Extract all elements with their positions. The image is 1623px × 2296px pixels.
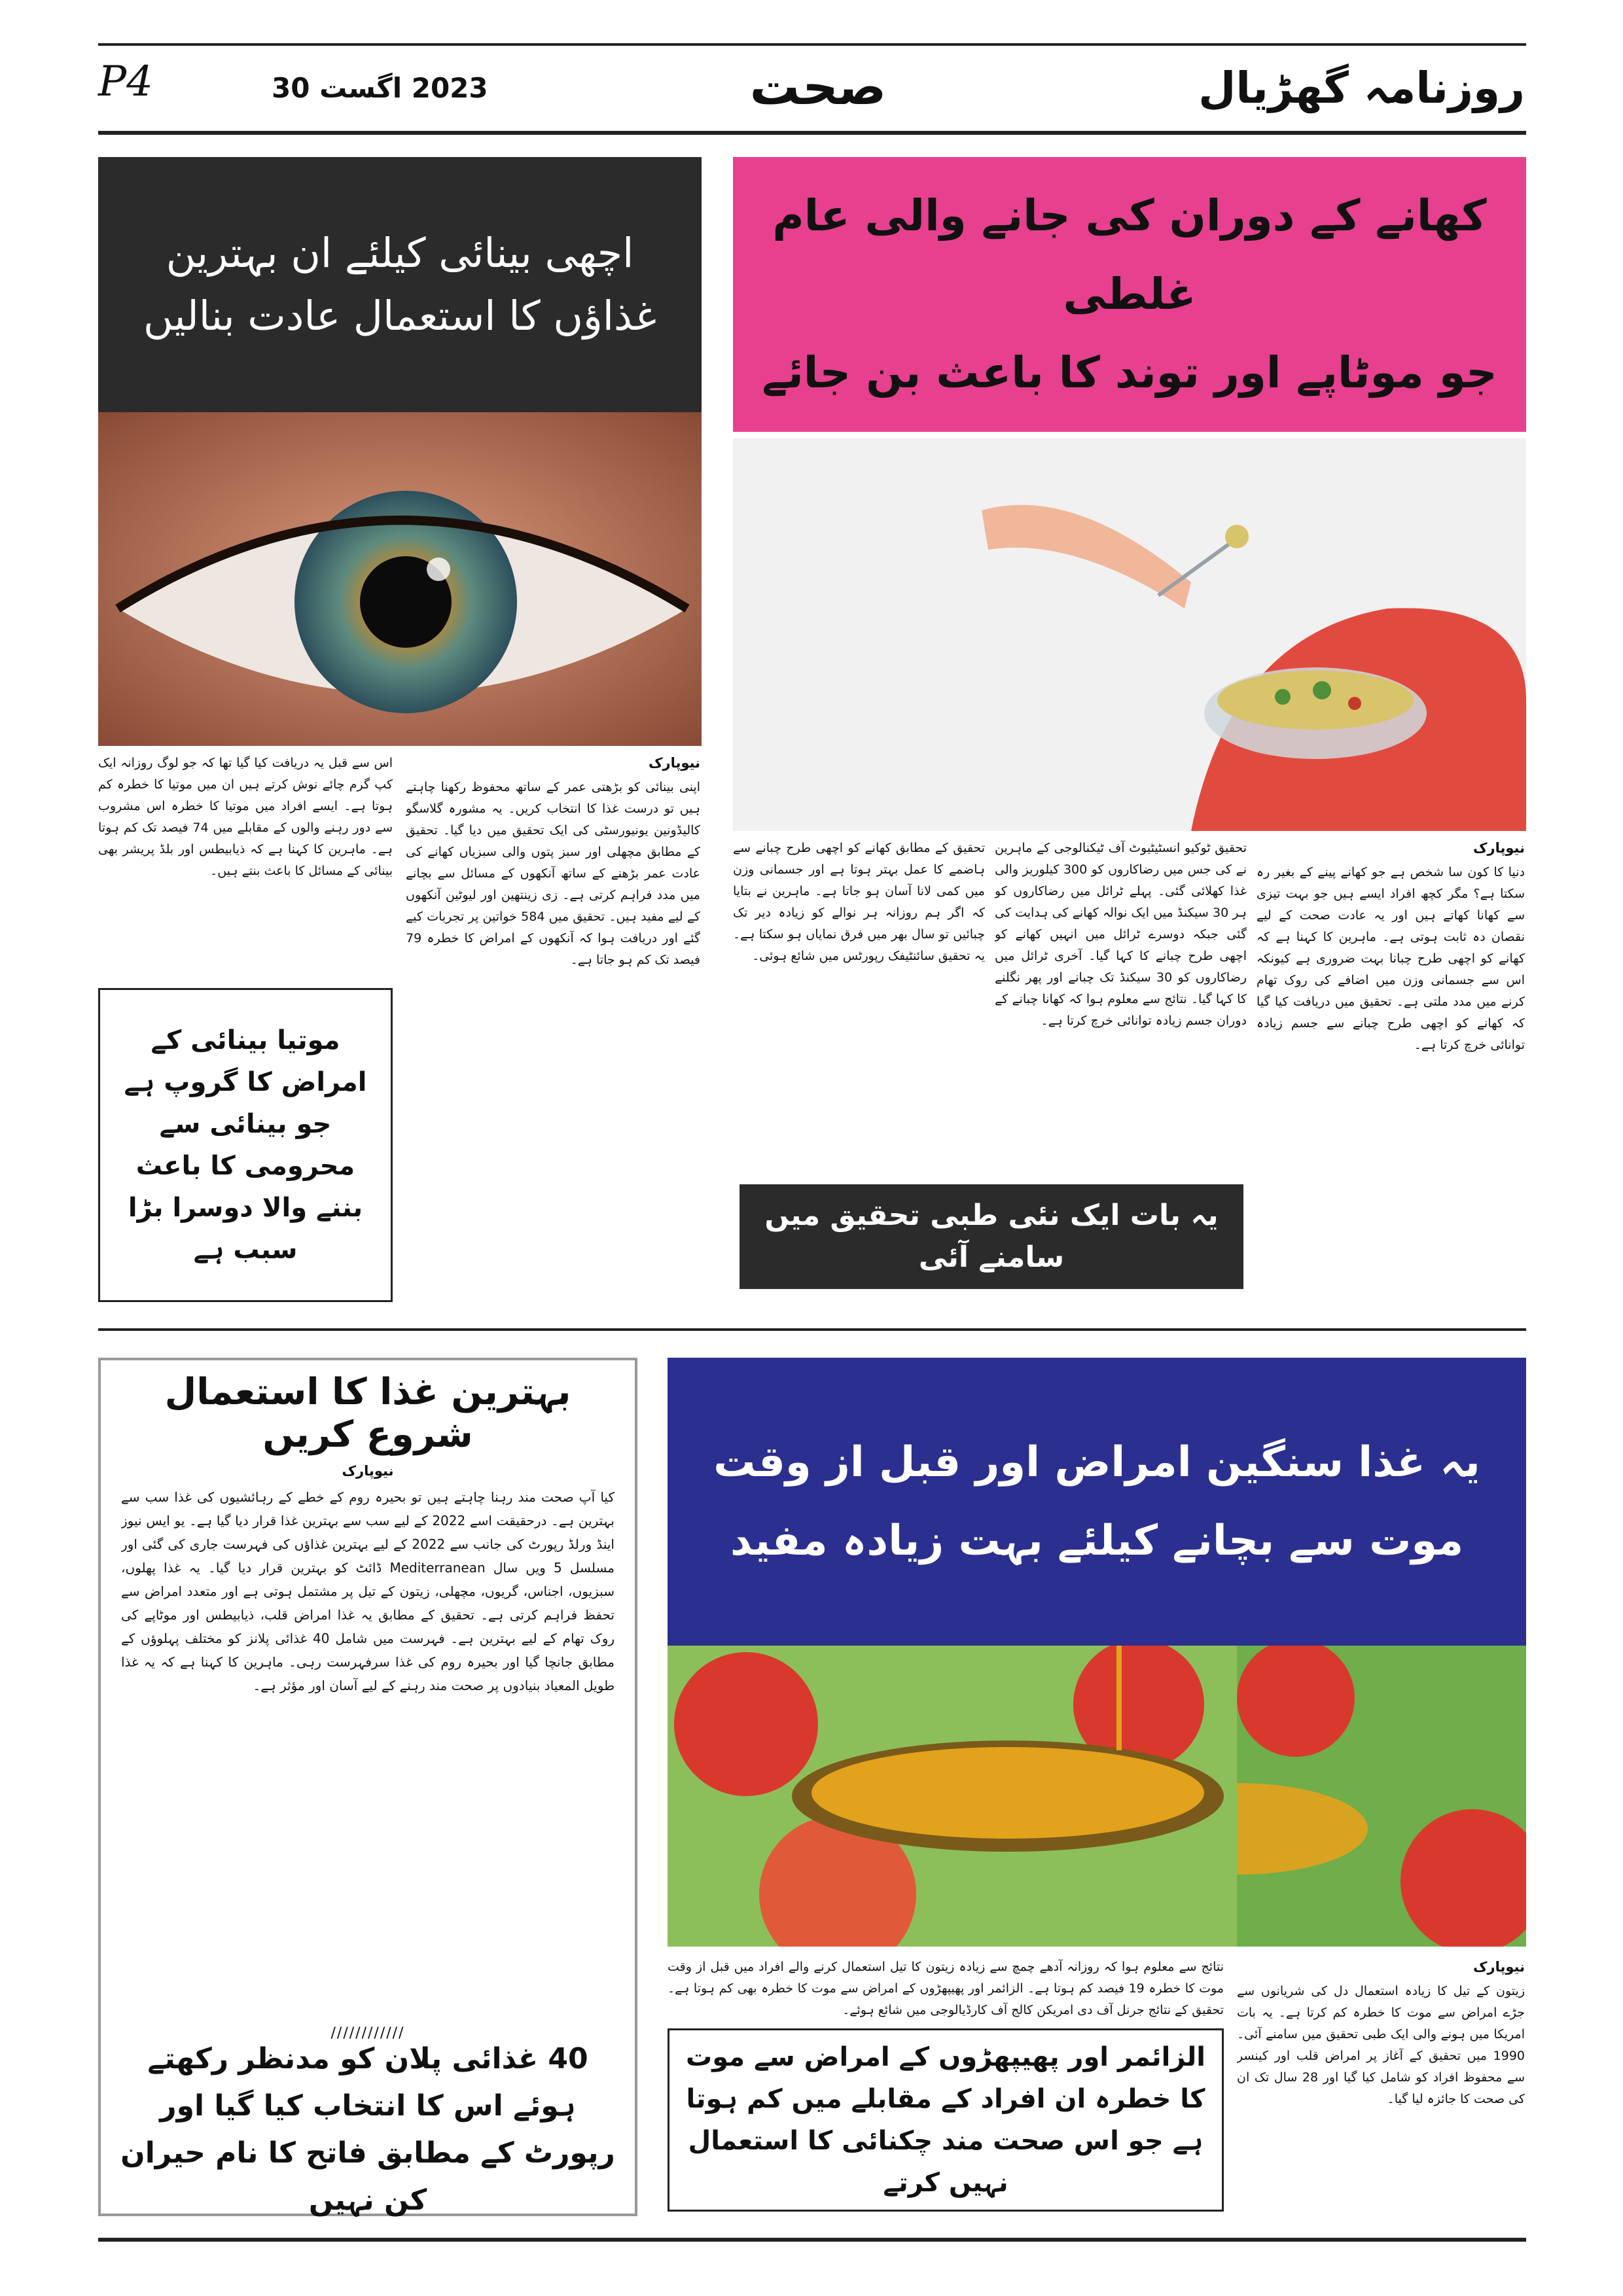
oil-headline-line2: موت سے بچانے کیلئے بہت زیادہ مفید (730, 1517, 1464, 1565)
eyes-headline-line1: اچھی بینائی کیلئے ان بہترین (166, 229, 634, 277)
eyes-callout (98, 988, 393, 1302)
food-col1-text: دنیا کا کون سا شخص ہے جو کھانے پینے کے بغیر رہ سکتا ہے؟ مگر کچھ افراد ایسے ہیں جو بہت تیزی سے کھانا کھاتے ہیں اور یہ عادت صحت کے لیے نقصان دہ ثابت ہوتی ہے۔ ماہرین کا کہنا ہے کہ کھانے کو اچھی طرح چبانا بہت ضروری ہے کیونکہ اس سے جسمانی وزن میں اضافے کی روک تھام کرنے میں مدد ملتی ہے۔ تحقیق میں دریافت کیا گیا کہ کھانے کو اچھی طرح چبانے سے جسم زیادہ توانائی خرچ کرتا ہے۔ (1257, 865, 1525, 1052)
diet-callout (118, 2042, 618, 2217)
food-col3 (733, 838, 985, 1165)
diet-body (121, 1459, 615, 2009)
section-title: صحت (749, 58, 887, 116)
oil-col1 (1237, 1956, 1525, 2218)
eye-photo (98, 412, 702, 746)
food-headline-line1: کھانے کے دوران کی جانے والی عام غلطی (772, 190, 1487, 319)
eyes-col2-text: اس سے قبل یہ دریافت کیا گیا تھا کہ جو لوگ روزانہ ایک کپ گرم چائے نوش کرتے ہیں ان میں موتیا کا خطرہ کم ہوتا ہے۔ ایسے افراد میں موتیا کا خطرہ اس مشروب سے دور رہنے والوں کے مقابلے میں 74 فیصد تک کم ہوتا ہے۔ ماہرین کا کہنا ہے کہ ذیابیطس اور بلڈ پریشر بھی بینائی کے مسائل کا باعث بنتے ہیں۔ (98, 756, 393, 878)
middle-rule (98, 1328, 1526, 1331)
oil-col2-text: نتائج سے معلوم ہوا کہ روزانہ آدھے چمچ سے زیادہ زیتون کا تیل استعمال کرنے والے افراد میں قبل از وقت موت کا خطرہ 19 فیصد کم ہوتا ہے۔ الزائمر اور پھیپھڑوں کے امراض سے موت کا خطرہ بھی کم ہوتا ہے۔ تحقیق کے نتائج جرنل آف دی امریکن کالج آف کارڈیالوجی میں شائع ہوئے۔ (668, 1960, 1224, 2017)
diet-body-text: کیا آپ صحت مند رہنا چاہتے ہیں تو بحیرہ روم کے خطے کے رہائشیوں کی غذا سب سے بہترین ہے۔ درحقیقت اسے 2022 کے لیے سب سے بہترین غذا قرار دیا گیا ہے۔ یو ایس نیوز اینڈ ورلڈ رپورٹ کی جانب سے 2022 کے لیے بہترین غذاؤں کی فہرست جاری کی گئی اور مسلسل 5 ویں سال Mediterranean ڈائٹ کو بہترین قرار دیا گیا۔ یہ غذا پھلوں، سبزیوں، اجناس، گریوں، مچھلی، زیتون کے تیل پر مشتمل ہوتی ہے اور متعدد امراض سے تحفظ فراہم کرتی ہے۔ تحقیق کے مطابق یہ غذا امراض قلب، ذیابیطس اور موٹاپے کی روک تھام کے لیے بہترین ہے۔ فہرست میں شامل 40 غذائی پلانز کو مختلف پہلوؤں کے مطابق جانچا گیا اور بحیرہ روم کی غذا سرفہرست رہی۔ ماہرین کا کہنا ہے کہ یہ غذا طویل المعیاد بنیادوں پر صحت مند رہنے کے لیے آسان اور مؤثر ہے۔ (121, 1489, 615, 1693)
diet-dateline: نیوپارک (342, 1463, 394, 1479)
diet-headline-text: بہترین غذا کا استعمال شروع کریں (164, 1371, 571, 1456)
eyes-callout-text: موتیا بینائی کے امراض کا گروپ ہے جو بینائی سے محرومی کا باعث بننے والا دوسرا بڑا سبب ہے (124, 1025, 367, 1265)
olive-oil-spoon-illustration (668, 1646, 1237, 1947)
salad-eating-illustration (733, 438, 1526, 831)
diet-headline (111, 1371, 624, 1456)
header-rule (98, 131, 1526, 135)
oil-photo-left (668, 1646, 1237, 1947)
bottom-rule (98, 2238, 1526, 2242)
eyes-col1-text: اپنی بینائی کو بڑھتی عمر کے ساتھ محفوظ رکھنا چاہتے ہیں تو درست غذا کا انتخاب کریں۔ یہ مشورہ گلاسگو کالیڈونین یونیورسٹی کی ایک تحقیق میں دیا گیا۔ تحقیق کے مطابق مچھلی اور سبز پتوں والی سبزیاں کھانے کی عادت عمر بڑھنے کے ساتھ آنکھوں کے مسائل سے بچانے میں مدد فراہم کرتی ہے۔ زی زینتھین اور لیوٹین آنکھوں کے لیے مفید ہیں۔ تحقیق میں 584 خواتین پر تجربات کیے گئے اور دریافت ہوا کہ آنکھوں کے امراض کا خطرہ 79 فیصد تک کم ہو جاتا ہے۔ (406, 780, 700, 967)
food-callout-text: یہ بات ایک نئی طبی تحقیق میں سامنے آئی (764, 1199, 1219, 1274)
oil-callout (668, 2028, 1224, 2212)
olive-oil-illustration-right (1237, 1646, 1526, 1947)
oil-callout-text: الزائمر اور پھیپھڑوں کے امراض سے موت کا خطرہ ان افراد کے مقابلے میں کم ہوتا ہے جو اس صحت مند چکنائی کا استعمال نہیں کرتے (686, 2042, 1205, 2198)
oil-headline-line1: یہ غذا سنگین امراض اور قبل از وقت (713, 1438, 1480, 1487)
eyes-dateline: نیوپارک (649, 755, 700, 771)
top-rule (98, 43, 1526, 46)
food-col3-text: تحقیق کے مطابق کھانے کو اچھی طرح چبانے سے ہاضمے کا عمل بہتر ہوتا ہے اور جسمانی وزن میں کمی لانا آسان ہو جاتا ہے۔ ماہرین نے بتایا کہ اگر ہم روزانہ ہر نوالے کو زیادہ دیر تک چبائیں تو سال بھر میں فرق نمایاں ہو سکتا ہے۔ یہ تحقیق سائنٹیفک رپورٹس میں شائع ہوئی۔ (733, 841, 985, 963)
diet-callout-text: 40 غذائی پلان کو مدنظر رکھتے ہوئے اس کا انتخاب کیا گیا اور رپورٹ کے مطابق فاتح کا نام حیران کن نہیں (120, 2042, 615, 2217)
food-dateline: نیوپارک (1473, 840, 1525, 856)
food-photo (733, 438, 1526, 831)
eyes-headline-line2: غذاؤں کا استعمال عادت بنالیں (143, 292, 656, 340)
masthead: روزنامہ گھڑیال (1198, 63, 1525, 113)
food-headline-banner (733, 157, 1526, 432)
food-headline-line2: جو موٹاپے اور توند کا باعث بن جائے (762, 347, 1497, 398)
diet-separator: //////////// (330, 2025, 405, 2041)
eyes-col2 (98, 752, 393, 975)
eyes-col1 (406, 752, 700, 1309)
eye-illustration (98, 412, 702, 746)
oil-col1-text: زیتون کے تیل کا زیادہ استعمال دل کی شریانوں سے جڑے امراض سے موت کا خطرہ کم کرتا ہے۔ یہ بات امریکا میں ہونے والی ایک طبی تحقیق میں سامنے آئی۔ 1990 میں تحقیق کے آغاز پر امراض قلب اور کینسر سے محفوظ افراد کو شامل کیا گیا اور 28 سال تک ان کی صحت کا جائزہ لیا گیا۔ (1237, 1984, 1525, 2106)
issue-date: 2023 اگست 30 (272, 72, 488, 104)
food-col1 (1257, 838, 1525, 1309)
food-col2-text: تحقیق ٹوکیو انسٹیٹیوٹ آف ٹیکنالوجی کے ماہرین نے کی جس میں رضاکاروں کو 300 کیلوریز والی غذا کھلائی گئی۔ پہلے ٹرائل میں رضاکاروں کو ہر 30 سیکنڈ میں ایک نوالہ کھانے کی ہدایت کی گئی جبکہ دوسرے ٹرائل میں انہیں کھانے کو اچھی طرح چبانے کا کہا گیا۔ آخری ٹرائل میں رضاکاروں کو 30 سیکنڈ تک چبانے اور پھر نگلنے کا کہا گیا۔ نتائج سے معلوم ہوا کہ کھانا چبانے کے دوران جسم زیادہ توانائی خرچ کرتا ہے۔ (995, 841, 1247, 1028)
page-number: P4 (98, 58, 153, 106)
eyes-headline-banner (98, 157, 702, 412)
food-callout (740, 1184, 1243, 1289)
oil-dateline: نیوپارک (1473, 1959, 1525, 1975)
oil-headline-banner (668, 1358, 1526, 1646)
oil-col2 (668, 1956, 1224, 2022)
oil-photo (1237, 1646, 1526, 1947)
